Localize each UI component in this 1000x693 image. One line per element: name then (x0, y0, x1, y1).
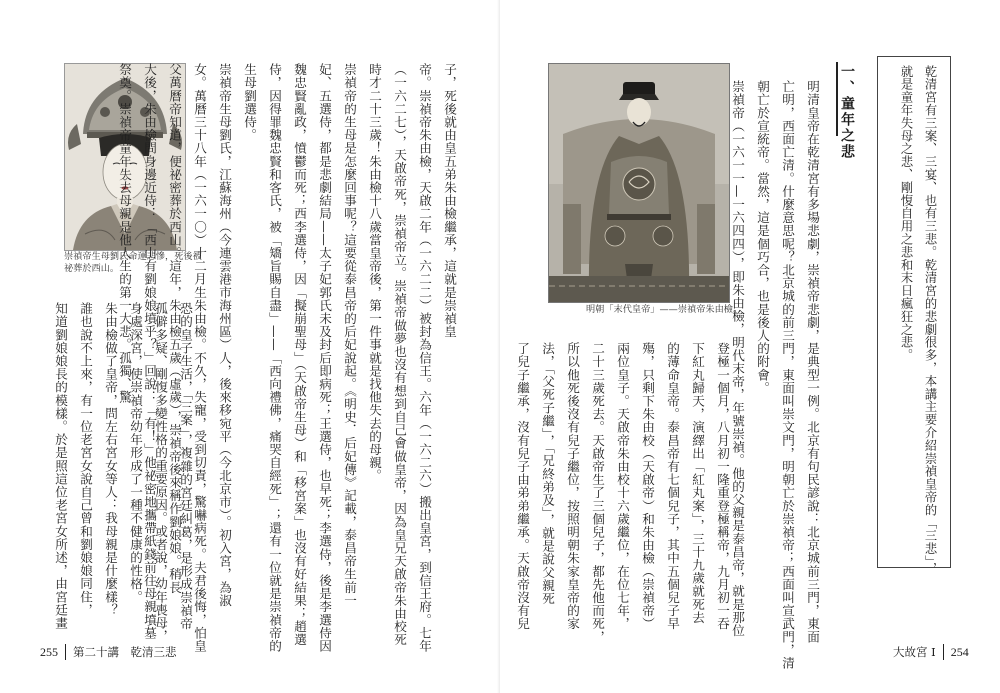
left-page-number: 255 (40, 644, 58, 659)
left-footer (40, 644, 177, 660)
right-body-text-main: 明清皇帝在乾清宮有多場悲劇，崇禎帝悲劇，是典型一例。北京有句民諺說：北京城前三門，東面 亡明，西面亡清。什麼意思呢？北京城的前三門，東面叫崇文門，明朝亡於崇禎帝；西面叫宣武門，清 朝亡於宣統帝。當然，這是個巧合，也是後人的附會。 崇禎帝（一六一一—一六四四），即朱由檢，明代末帝，年號崇禎。他的父親是泰昌帝，就是那位 (730, 80, 820, 670)
portrait-chongzhen-emperor-image (548, 63, 730, 303)
left-folio-title: 第二十講 乾清三悲 (73, 645, 177, 659)
left-body-text-lower: 恐的皇子生活，「三案」，複雜的宮廷糾葛，是形成崇禎帝 孤僻多疑、剛愎多變性格的重要原因。或者說，幼年喪母， 身處深宮，使崇禎帝幼年形成了一種不健康的性格。 朱由檢做了皇帝，問左右宮女等人：我母親是什麼樣？ 誰也說不上來，有一位老宮女說自己曾和劉娘娘同住， 知道劉娘娘長的模樣。於是照這位老宮女所述，由宮廷畫 (53, 302, 193, 643)
right-figure-caption: 明朝「末代皇帝」——崇禎帝朱由檢。 (586, 304, 743, 315)
left-footer-divider (65, 644, 66, 660)
section-heading: 一、童年之悲 (839, 64, 855, 160)
right-footer (893, 644, 969, 660)
right-footer-divider (943, 644, 944, 660)
right-folio-title: 大故宮 I (893, 645, 936, 659)
left-figure-caption: 崇禎帝生母劉氏命運悲慘，死後被 祕葬於西山。 (64, 251, 202, 274)
chapter-abstract-box (877, 56, 951, 575)
right-page-number: 254 (950, 644, 969, 659)
chapter-abstract-text: 乾清宮有三案、三宴、也有三悲。乾清宮的悲劇很多，本講主要介紹崇禎皇帝的「三悲」， 就是童年失母之悲、剛愎自用之悲和末日瘋狂之悲。 (899, 65, 937, 575)
left-body-text-main: 子，死後就由皇五弟朱由檢繼承，這就是崇禎皇 帝。崇禎帝朱由檢，天啟二年（一六二二）被封為信王。六年（一六二六）搬出皇宮，到信王府。七年 （一六二七），天啟帝死，崇禎帝立。崇禎帝做夢也沒有想到自己會做皇帝，因為皇兄天啟帝朱由校死 時才二十三歲！朱由檢十八歲當皇帝後，第一件事就是找他失去的母親。 崇禎帝的生母是怎麼回事呢？這要從泰昌帝的后妃說起。《明史．后妃傳》記載，泰昌帝生前一 妃、五選侍，都是悲劇結局——太子妃郭氏未及封后即病死；王選侍，也早死；李選侍，後是李選侍因 魏忠賢亂政，憤鬱而死；西李選侍，因「擬崩聖母」（天啟帝生母）和「移宮案」也沒有好結果；趙選 侍，因得罪魏忠賢和客氏，被「矯旨賜自盡」——「西向禮佛，痛哭自經死」；還有一位就是崇禎帝的 生母劉選侍。 崇禎帝生母劉氏，江蘇海州（今連雲港市海州區）人，後來移宛平（今北京市）。初入宮，為淑 女。萬曆三十八年（一六一〇）十二月生朱由檢。不久，失寵，受到切責，驚嚇病死。夫君後悔，怕皇 父萬曆帝知道，便祕密葬於西山。這年，朱由檢五歲（虛歲），崇禎帝後來稱作劉娘娘。稍長 大後，朱由檢問身邊近侍：「西山有劉娘娘墳乎？」回說：「有！」他祕密地攜帶紙錢前往母親墳墓 祭奠。崇禎帝童年失去母親是他人生的第一大悲。孤獨、驚 (117, 63, 457, 653)
portrait-chongzhen-drawing (549, 64, 729, 302)
right-body-text-lower: 登極一個月，八月初一隆重登極稱帝，九月初一吞 下紅丸歸天，演繹出「紅丸案」，三十九歲就死去 的薄命皇帝。泰昌帝有七個兒子，其中五個兒子早 殤，只剩下朱由校（天啟帝）和朱由檢（崇禎帝） 兩位皇子。天啟帝朱由校十六歲繼位，在位七年， 二十三歲死去。天啟帝生了三個兒子，都先他而死， 所以他死後沒有兒子繼位，按照明朝朱家皇帝的家 法，「父死子繼」，「兄終弟及」，就是說父親死 了兒子繼承，沒有兒子由弟弟繼承。天啟帝沒有兒 (515, 342, 730, 644)
